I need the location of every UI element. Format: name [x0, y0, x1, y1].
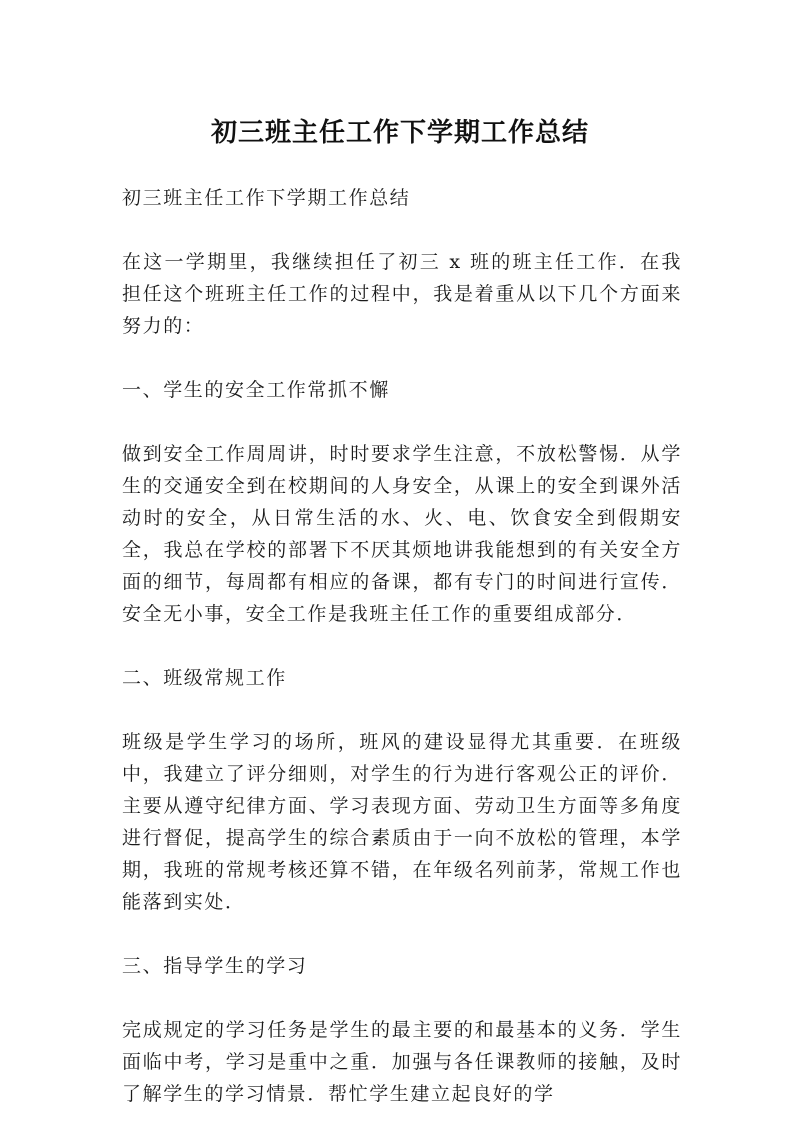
section-1-heading: 一、学生的安全工作常抓不懈 [122, 379, 390, 401]
document-title: 初三班主任工作下学期工作总结 [210, 118, 589, 148]
section-3-heading: 三、指导学生的学习 [122, 955, 308, 977]
intro-paragraph: 在这一学期里，我继续担任了初三 x 班的班主任工作．在我担任这个班班主任工作的过程中，我是着重从以下几个方面来努力的： [122, 251, 682, 337]
section-2-paragraph: 班级是学生学习的场所，班风的建设显得尤其重要．在班级中，我建立了评分细则，对学生的行为进行客观公正的评价．主要从遵守纪律方面、学习表现方面、劳动卫生方面等多角度进行督促，提高学生的综合素质由于一向不放松的管理，本学期，我班的常规考核还算不错，在年级名列前茅，常规工作也能落到实处． [122, 731, 682, 913]
section-2-heading: 二、班级常规工作 [122, 667, 287, 689]
document-body [122, 182, 682, 1142]
section-3-paragraph: 完成规定的学习任务是学生的最主要的和最基本的义务．学生面临中考，学习是重中之重．加强与各任课教师的接触，及时了解学生的学习情景．帮忙学生建立起良好的学 [122, 1019, 682, 1105]
document-subtitle: 初三班主任工作下学期工作总结 [122, 187, 411, 209]
section-1-paragraph: 做到安全工作周周讲，时时要求学生注意，不放松警惕．从学生的交通安全到在校期间的人身安全，从课上的安全到课外活动时的安全，从日常生活的水、火、电、饮食安全到假期安全，我总在学校的部署下不厌其烦地讲我能想到的有关安全方面的细节，每周都有相应的备课，都有专门的时间进行宣传．安全无小事，安全工作是我班主任工作的重要组成部分． [122, 443, 682, 625]
